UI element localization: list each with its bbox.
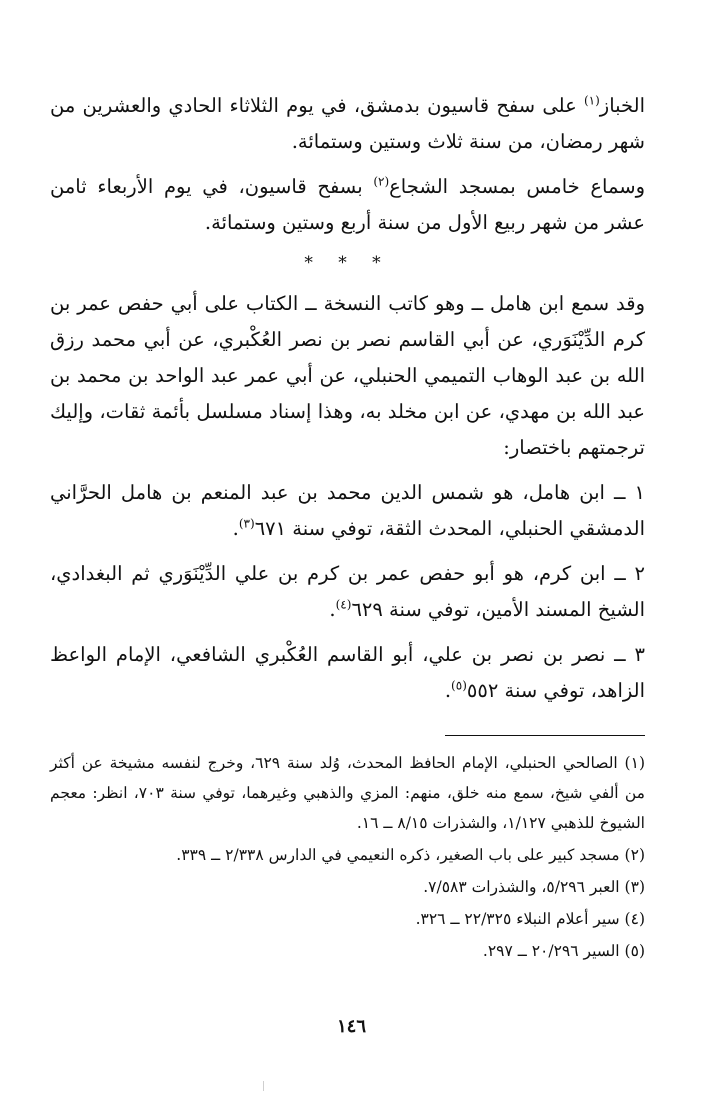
footnote-1 (50, 748, 645, 838)
footnote-text: السير ٢٠/٢٩٦ ــ ٢٩٧. (482, 942, 620, 960)
footnote-ref-5[interactable]: (٥) (451, 678, 467, 693)
biography-nasr (50, 637, 645, 709)
footnote-text: الصالحي الحنبلي، الإمام الحافظ المحدث، وُلد سنة ٦٢٩، وخرج لنفسه مشيخة عن أكثر من ألفي شيخ، سمع منه خلق، منهم: المزي والذهبي وغيرهما، توفي سنة ٧٠٣، انظر: معجم الشيوخ للذهبي ١/١٢٧، والشذرات ٨/١٥ ــ ١٦. (50, 754, 645, 832)
book-page (50, 88, 645, 968)
footnote-divider (445, 735, 645, 736)
footnote-text: العبر ٥/٢٩٦، والشذرات ٧/٥٨٣. (423, 878, 620, 896)
paragraph-fifth-hearing (50, 169, 645, 241)
footnote-number: (٥) (624, 942, 645, 960)
footnote-ref-2[interactable]: (٢) (373, 174, 390, 189)
footnote-3 (50, 872, 645, 902)
paragraph-text: الخباز (599, 94, 645, 117)
footnote-text: مسجد كبير على باب الصغير، ذكره النعيمي في الدارس ٢/٣٣٨ ــ ٣٣٩. (176, 846, 620, 864)
biography-text: ٢ ــ ابن كرم، هو أبو حفص عمر بن كرم بن علي الدِّيْنَوَري ثم البغدادي، الشيخ المسند الأمين، توفي سنة ٦٢٩ (50, 562, 645, 621)
paragraph-text: على سفح قاسيون بدمشق، في يوم الثلاثاء الحادي والعشرين من شهر رمضان، من سنة ثلاث وستين وستمائة. (50, 94, 645, 153)
biography-ibn-karam (50, 556, 645, 628)
page-number: ١٤٦ (336, 1016, 366, 1037)
footnote-2 (50, 840, 645, 870)
biography-text: ٣ ــ نصر بن نصر بن علي، أبو القاسم العُكْبري الشافعي، الإمام الواعظ الزاهد، توفي سنة ٥٥٢ (50, 643, 645, 702)
section-separator: * * * (304, 253, 391, 273)
biography-text: . (232, 517, 239, 540)
paragraph-sama-khabbaz (50, 88, 645, 160)
paragraph-text: وسماع خامس بمسجد الشجاع (389, 175, 645, 198)
footnote-number: (٣) (624, 878, 645, 896)
footnote-ref-3[interactable]: (٣) (238, 516, 255, 531)
footnote-text: سير أعلام النبلاء ٢٢/٣٢٥ ــ ٣٢٦. (415, 910, 620, 928)
paragraph-isnad: وقد سمع ابن هامل ــ وهو كاتب النسخة ــ الكتاب على أبي حفص عمر بن كرم الدِّيْنَوَري، عن أبي القاسم نصر بن نصر العُكْبري، عن أبي محمد رزق الله بن عبد الوهاب التميمي الحنبلي، عن أبي عمر عبد الواحد بن محمد بن عبد الله بن مهدي، عن ابن مخلد به، وهذا إسناد مسلسل بأئمة ثقات، وإليك ترجمتهم باختصار: (50, 292, 645, 459)
footnotes (50, 748, 645, 966)
footnote-ref-1[interactable]: (١) (583, 93, 600, 108)
biography-text: ١ ــ ابن هامل، هو شمس الدين محمد بن عبد المنعم بن هامل الحرَّاني الدمشقي الحنبلي، المحدث الثقة، توفي سنة ٦٧١ (50, 481, 645, 540)
biography-text: . (329, 598, 336, 621)
footnote-4 (50, 904, 645, 934)
paragraph-text: بسفح قاسيون، في يوم الأربعاء ثامن عشر من شهر ربيع الأول من سنة أربع وستين وستمائة. (50, 175, 645, 234)
footnote-number: (٢) (624, 846, 645, 864)
footnote-ref-4[interactable]: (٤) (335, 597, 352, 612)
scan-mark (263, 1081, 264, 1091)
biography-ibn-hamil (50, 475, 645, 547)
footnote-5 (50, 936, 645, 966)
biography-text: . (444, 679, 452, 702)
footnote-number: (١) (624, 754, 645, 772)
footnote-number: (٤) (624, 910, 645, 928)
